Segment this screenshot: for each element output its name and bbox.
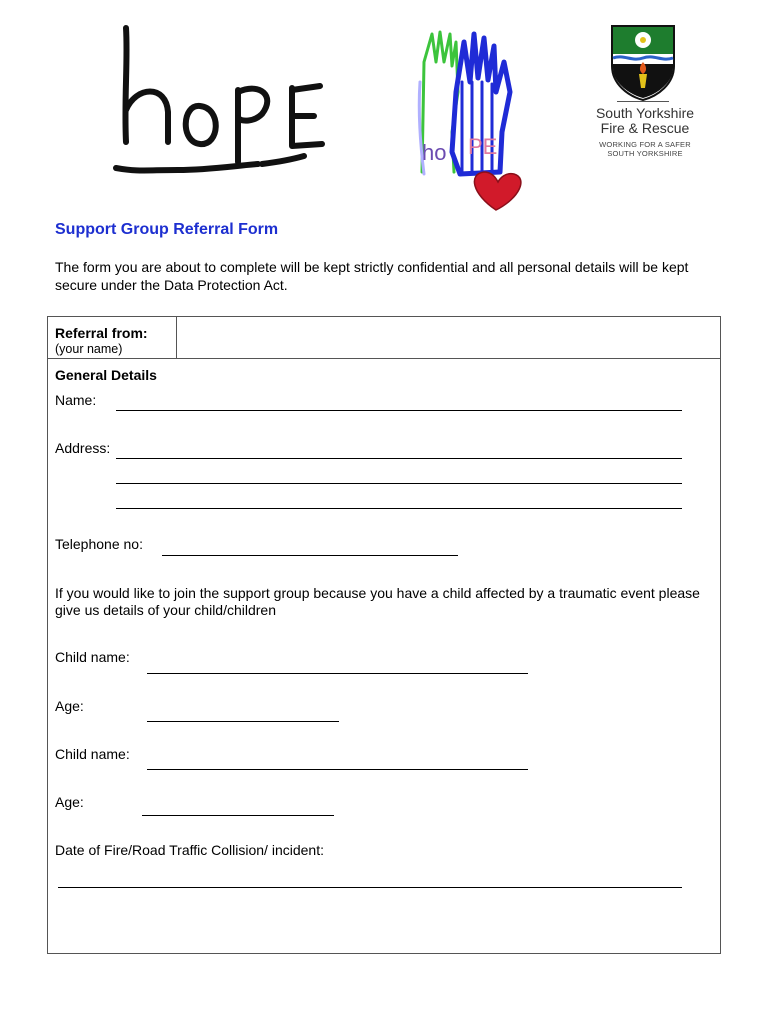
referral-vdivider: [176, 317, 177, 358]
telephone-input[interactable]: [162, 536, 458, 554]
incident-underline: [58, 887, 682, 888]
child-name-underline-1: [147, 673, 528, 674]
age-input-2[interactable]: [142, 796, 334, 814]
referral-sublabel: (your name): [55, 342, 123, 356]
telephone-underline: [162, 555, 458, 556]
brigade-name: South Yorkshire Fire & Rescue: [595, 105, 695, 136]
fire-rescue-crest-icon: [610, 24, 676, 102]
form-intro: The form you are about to complete will be kept strictly confidential and all personal details will be kept secure under the Data Protection Act.: [55, 259, 689, 293]
brigade-tagline: WORKING FOR A SAFER SOUTH YORKSHIRE: [599, 140, 691, 158]
incident-input[interactable]: [58, 868, 682, 886]
name-label: Name:: [55, 392, 97, 408]
name-input[interactable]: [116, 391, 682, 409]
form-box: [47, 316, 721, 954]
hand-heart-logo: [412, 22, 532, 212]
child-intro-text: If you would like to join the support group because you have a child affected by a traumatic event please give us details of your child/children: [55, 585, 700, 618]
age-label-2: Age:: [55, 794, 84, 810]
referral-label: Referral from:: [55, 325, 148, 341]
referral-divider: [48, 358, 720, 359]
address-input-2[interactable]: [116, 464, 682, 482]
child-name-input-1[interactable]: [147, 654, 528, 672]
age-underline-1: [147, 721, 339, 722]
child-name-label-2: Child name:: [55, 746, 130, 762]
address-label: Address:: [55, 440, 111, 456]
age-label: Age:: [55, 698, 84, 714]
heart-icon: [474, 172, 520, 210]
hand-logo-text: ho: [422, 140, 447, 165]
referral-input[interactable]: [180, 320, 720, 356]
child-name-input-2[interactable]: [147, 750, 528, 768]
name-underline: [116, 410, 682, 411]
crest-divider: [617, 101, 669, 102]
address-input-3[interactable]: [116, 489, 682, 507]
child-name-label: Child name:: [55, 649, 130, 665]
child-name-underline-2: [147, 769, 528, 770]
incident-label: Date of Fire/Road Traffic Collision/ incident:: [55, 842, 324, 858]
age-underline-2: [142, 815, 334, 816]
form-title: Support Group Referral Form: [55, 221, 279, 238]
age-input-1[interactable]: [147, 702, 339, 720]
hope-logo: [108, 20, 338, 185]
address-input-1[interactable]: [116, 439, 682, 457]
address-underline-2: [116, 483, 682, 484]
address-underline-1: [116, 458, 682, 459]
address-underline-3: [116, 508, 682, 509]
telephone-label: Telephone no:: [55, 536, 143, 552]
hand-logo-text-2: PE: [468, 134, 498, 159]
section-general-details: General Details: [55, 367, 157, 383]
